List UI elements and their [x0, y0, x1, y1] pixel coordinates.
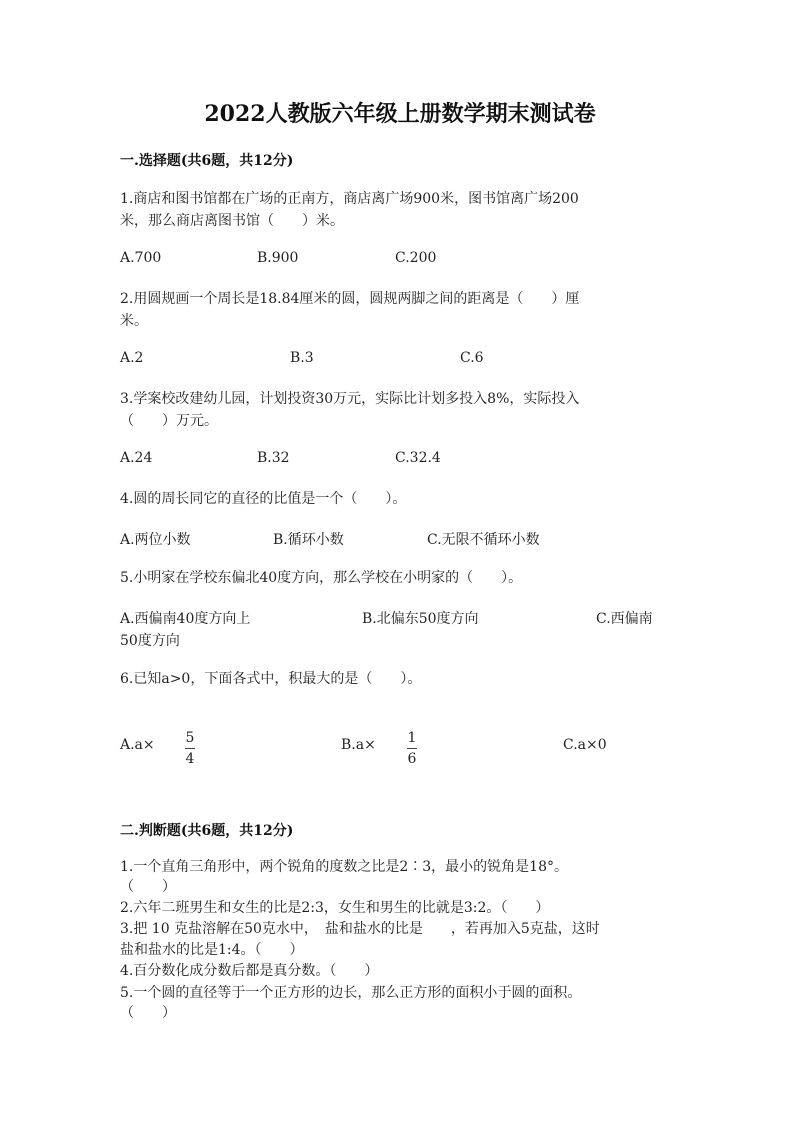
question-2-option-a: A.2	[120, 350, 144, 366]
section-heading-judgement: 二.判断题(共6题，共12分)	[120, 823, 294, 839]
question-1-option-b: B.900	[257, 250, 299, 266]
question-1-line-1: 1.商店和图书馆都在广场的正南方，商店离广场900米，图书馆离广场200	[120, 191, 579, 207]
judgement-line-7: 5.一个圆的直径等于一个正方形的边长，那么正方形的面积小于圆的面积。	[120, 985, 582, 1001]
fraction-bar	[407, 748, 417, 749]
question-2-line-1: 2.用圆规画一个周长是18.84厘米的圆，圆规两脚之间的距离是（ ）厘	[120, 291, 580, 307]
question-5-line-1: 5.小明家在学校东偏北40度方向，那么学校在小明家的（ ）。	[120, 570, 523, 586]
fraction-numerator: 5	[185, 730, 195, 746]
question-2-option-b: B.3	[290, 350, 314, 366]
judgement-line-5: 盐和盐水的比是1:4。（ ）	[120, 942, 304, 958]
fraction-denominator: 6	[407, 751, 417, 767]
question-6-line-1: 6.已知a>0，下面各式中，积最大的是（ ）。	[120, 671, 422, 687]
question-5-option-c-continuation: 50度方向	[120, 633, 180, 649]
question-6-option-a-prefix: A.a×	[120, 737, 155, 753]
judgement-line-6: 4.百分数化成分数后都是真分数。（ ）	[120, 963, 379, 979]
question-3-line-2: （ ）万元。	[120, 413, 218, 429]
question-6-option-b-prefix: B.a×	[341, 737, 376, 753]
question-6-option-c: C.a×0	[563, 737, 607, 753]
question-5-option-c: C.西偏南	[596, 611, 653, 627]
question-2-option-c: C.6	[460, 350, 484, 366]
question-3-option-a: A.24	[120, 450, 153, 466]
judgement-line-4: 3.把 10 克盐溶解在50克水中， 盐和盐水的比是 ，若再加入5克盐，这时	[120, 921, 600, 937]
question-5-option-a: A.西偏南40度方向上	[120, 611, 251, 627]
question-6-option-b	[341, 737, 376, 753]
judgement-line-8: （ ）	[120, 1005, 176, 1021]
section-heading-choice: 一.选择题(共6题，共12分)	[120, 153, 294, 169]
question-1-option-a: A.700	[120, 250, 162, 266]
question-4-option-a: A.两位小数	[120, 532, 191, 548]
question-6-option-a	[120, 737, 155, 753]
question-4-line-1: 4.圆的周长同它的直径的比值是一个（ ）。	[120, 491, 407, 507]
question-1-option-c: C.200	[395, 250, 437, 266]
judgement-line-3: 2.六年二班男生和女生的比是2:3，女生和男生的比就是3:2。（ ）	[120, 900, 550, 916]
question-1-line-2: 米，那么商店离图书馆（ ）米。	[120, 213, 344, 229]
question-5-option-b: B.北偏东50度方向	[362, 611, 479, 627]
question-6-option-a-fraction	[185, 727, 195, 767]
question-4-option-b: B.循环小数	[273, 532, 344, 548]
page-title: 2022人教版六年级上册数学期末测试卷	[204, 101, 596, 127]
question-2-line-2: 米。	[120, 313, 148, 329]
fraction-numerator: 1	[407, 730, 417, 746]
fraction-denominator: 4	[185, 751, 195, 767]
judgement-line-1: 1.一个直角三角形中，两个锐角的度数之比是2∶3，最小的锐角是18°。	[120, 859, 568, 875]
judgement-line-2: （ ）	[120, 879, 176, 895]
question-4-option-c: C.无限不循环小数	[427, 532, 540, 548]
question-6-option-b-fraction	[407, 727, 417, 767]
question-3-option-c: C.32.4	[395, 450, 441, 466]
question-3-option-b: B.32	[257, 450, 290, 466]
fraction-bar	[185, 748, 195, 749]
question-3-line-1: 3.学案校改建幼儿园，计划投资30万元，实际比计划多投入8%，实际投入	[120, 391, 580, 407]
